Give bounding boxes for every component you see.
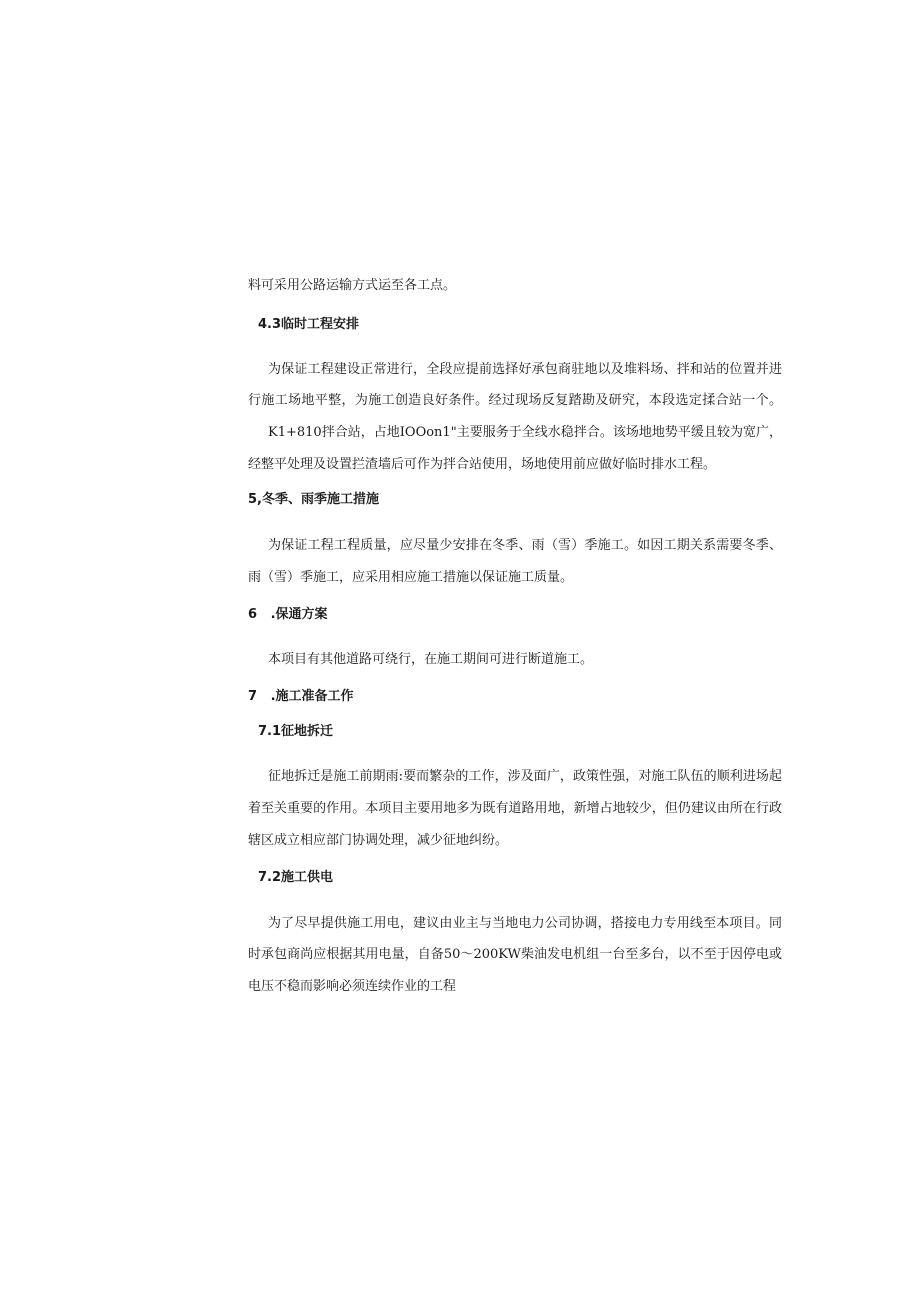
section-4-3-paragraph-1-line-2: 行施工场地平整，为施工创造良好条件。经过现场反复踏勘及研究，本段选定揉合站一个。 — [248, 393, 782, 408]
section-7-2-paragraph-1-line-3: 电压不稳而影响必须连续作业的工程 — [248, 979, 457, 994]
section-7-1-paragraph-1-line-1: 征地拆迁是施工前期雨:要而繁杂的工作，涉及面广，政策性强，对施工队伍的顺利进场起 — [268, 769, 782, 784]
intro-line: 料可采用公路运输方式运至各工点。 — [248, 278, 457, 293]
section-7-2-paragraph-1-line-1: 为了尽早提供施工用电，建议由业主与当地电力公司协调，搭接电力专用线至本项目。同 — [268, 916, 782, 931]
section-7-2-heading: 7.2施工供电 — [258, 870, 334, 885]
section-7-1-paragraph-1-line-2: 着至关重要的作用。本项目主要用地多为既有道路用地，新增占地较少，但仍建议由所在行政 — [248, 801, 782, 816]
section-7-2-paragraph-1-line-2: 时承包商尚应根据其用电量，自备50～200KW柴油发电机组一台至多台，以不至于因停电或 — [248, 947, 782, 962]
section-6-heading: 6 .保通方案 — [248, 607, 328, 622]
section-7-1-paragraph-1-line-3: 辖区成立相应部门协调处理，减少征地纠纷。 — [248, 833, 509, 848]
section-5-paragraph-1-line-2: 雨（雪）季施工，应采用相应施工措施以保证施工质量。 — [248, 570, 574, 585]
section-4-3-paragraph-2-line-1: K1+810拌合站，占地IOOon1"主要服务于全线水稳拌合。该场地地势平缓且较为宽广， — [268, 425, 782, 440]
section-5-heading: 5,冬季、雨季施工措施 — [248, 492, 379, 507]
section-7-heading: 7 .施工准备工作 — [248, 689, 354, 704]
section-7-1-heading: 7.1征地拆迁 — [258, 724, 334, 739]
section-4-3-paragraph-2-line-2: 经整平处理及设置拦渣墙后可作为拌合站使用，场地使用前应做好临时排水工程。 — [248, 457, 717, 472]
section-5-paragraph-1-line-1: 为保证工程工程质量，应尽量少安排在冬季、雨（雪）季施工。如因工期关系需要冬季、 — [268, 538, 782, 553]
section-4-3-heading: 4.3临时工程安排 — [258, 317, 360, 332]
section-6-paragraph-1-line-1: 本项目有其他道路可绕行，在施工期间可进行断道施工。 — [268, 652, 594, 667]
section-4-3-paragraph-1-line-1: 为保证工程建设正常进行，全段应提前选择好承包商驻地以及堆料场、拌和站的位置并进 — [268, 362, 782, 377]
